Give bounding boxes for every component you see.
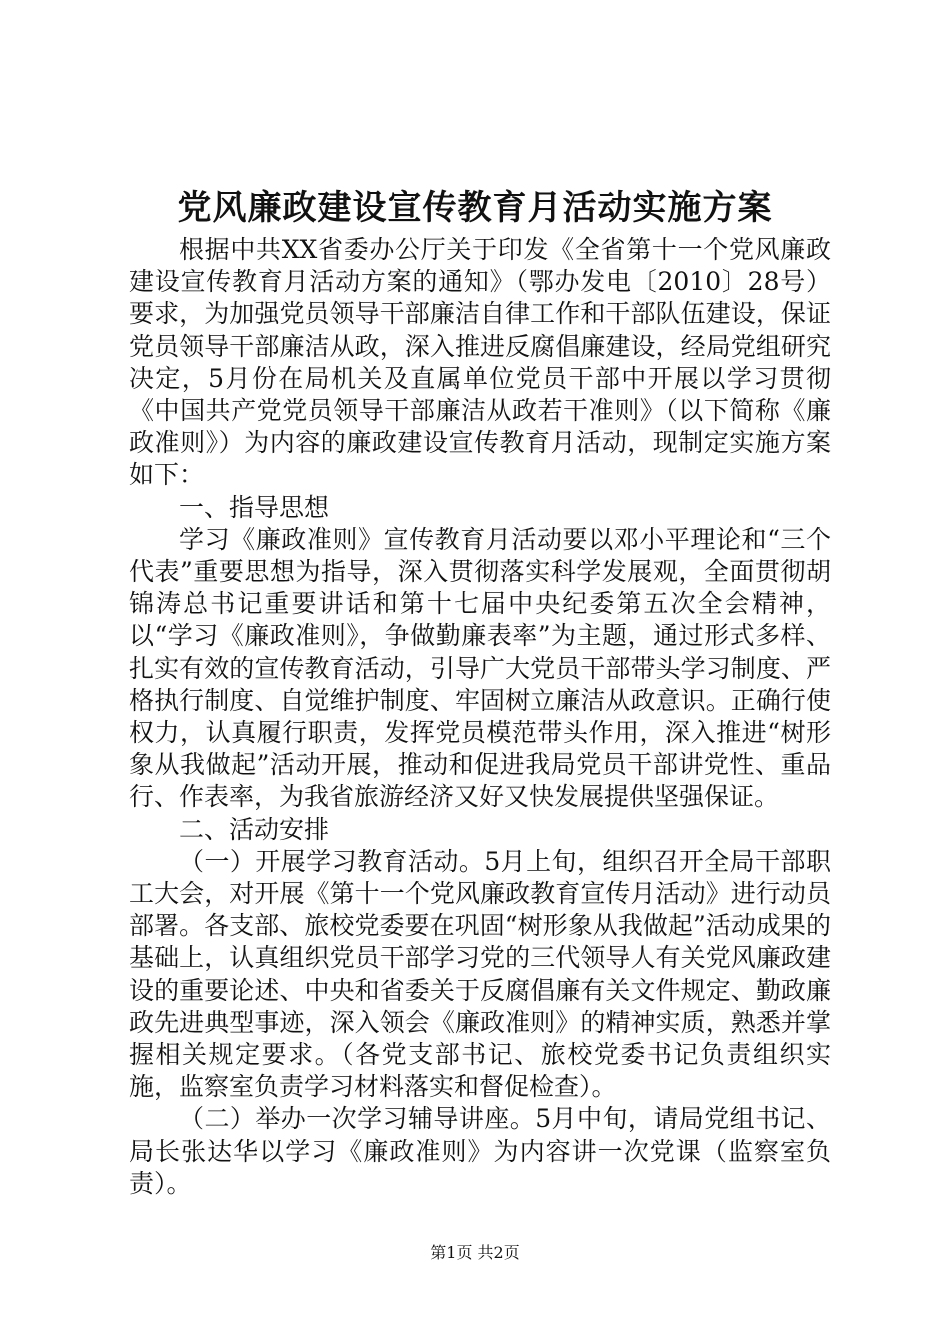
section-heading-guiding-thought: 一、指导思想 [179,492,330,522]
guiding-thought-paragraph: 学习《廉政准则》宣传教育月活动要以邓小平理论和“三个代表”重要思想为指导，深入贯彻落实科学发展观，全面贯彻胡锦涛总书记重要讲话和第十七届中央纪委第五次全会精神，以“学习《廉政准则》，争做勤廉表率”为主题，通过形式多样、扎实有效的宣传教育活动，引导广大党员干部带头学习制度、严格执行制度、自觉维护制度、牢固树立廉洁从政意识。正确行使权力，认真履行职责，发挥党员模范带头作用，深入推进“树形象从我做起”活动开展，推动和促进我局党员干部讲党性、重品行、作表率，为我省旅游经济又好又快发展提供坚强保证。 [129,524,831,812]
page-number-footer: 第1页 共2页 [430,1243,520,1262]
section-heading-activity-arrangement: 二、活动安排 [179,814,330,844]
intro-paragraph: 根据中共XX省委办公厅关于印发《全省第十一个党风廉政建设宣传教育月活动方案的通知》（鄂办发电〔2010〕28号）要求，为加强党员领导干部廉洁自律工作和干部队伍建设，保证党员领导干部廉洁从政，深入推进反腐倡廉建设，经局党组研究决定，5月份在局机关及直属单位党员干部中开展以学习贯彻《中国共产党党员领导干部廉洁从政若干准则》（以下简称《廉政准则》）为内容的廉政建设宣传教育月活动，现制定实施方案如下： [129,235,831,490]
document-body [129,234,831,1200]
activity-item-1-paragraph: （一）开展学习教育活动。5月上旬，组织召开全局干部职工大会，对开展《第十一个党风廉政教育宣传月活动》进行动员部署。各支部、旅校党委要在巩固“树形象从我做起”活动成果的基础上，认真组织党员干部学习党的三代领导人有关党风廉政建设的重要论述、中央和省委关于反腐倡廉有关文件规定、勤政廉政先进典型事迹，深入领会《廉政准则》的精神实质，熟悉并掌握相关规定要求。（各党支部书记、旅校党委书记负责组织实施，监察室负责学习材料落实和督促检查）。 [129,846,831,1102]
activity-item-2-paragraph: （二）举办一次学习辅导讲座。5月中旬，请局党组书记、局长张达华以学习《廉政准则》为内容讲一次党课（监察室负责）。 [129,1104,831,1198]
document-title: 党风廉政建设宣传教育月活动实施方案 [177,188,773,228]
